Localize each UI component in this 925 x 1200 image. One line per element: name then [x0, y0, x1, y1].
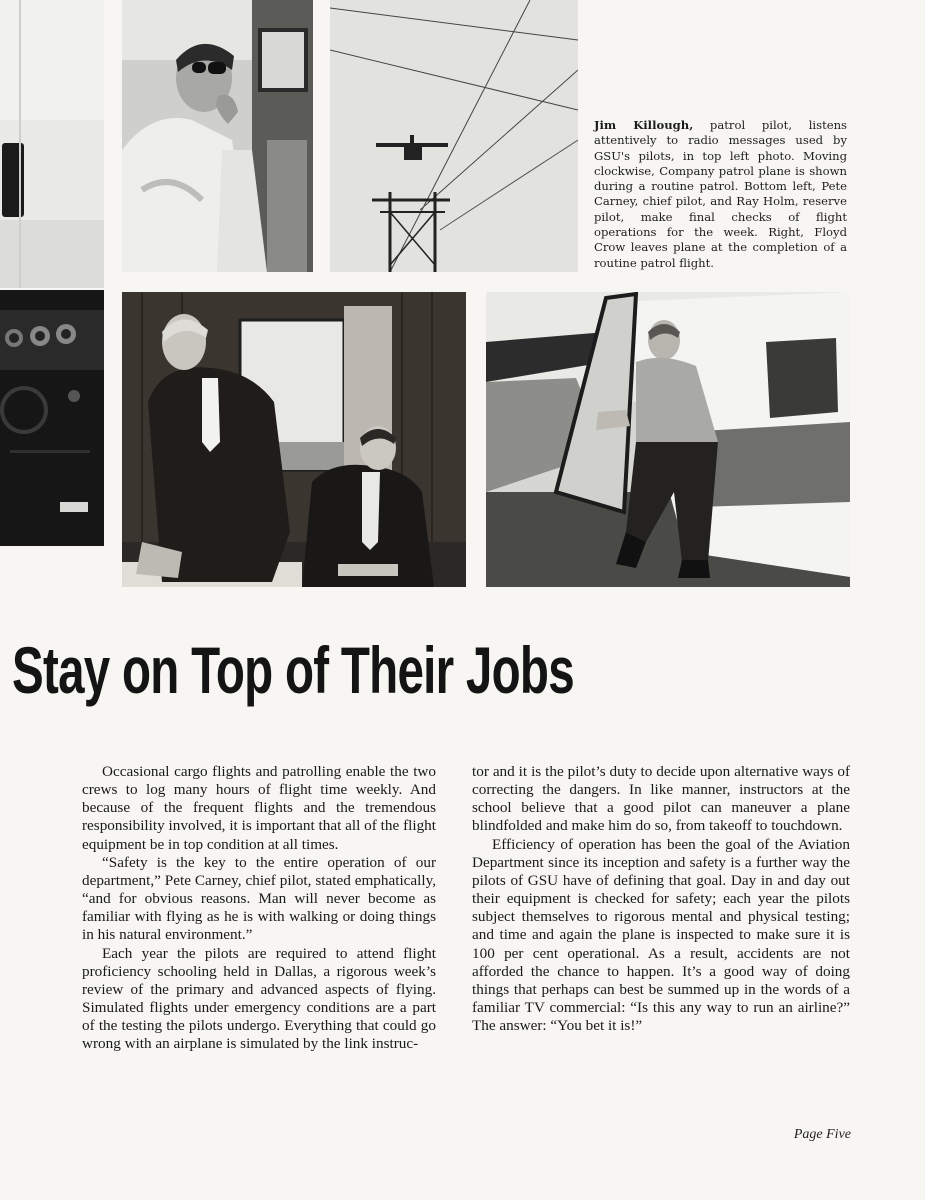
photo-floyd-crow	[486, 292, 850, 587]
photo-edge-strip	[0, 0, 104, 288]
photo-flight-checks	[122, 292, 466, 587]
body-column-right	[472, 763, 850, 1035]
photo-patrol-plane	[330, 0, 578, 272]
caption-lead: Jim Killough,	[594, 118, 694, 132]
body-paragraph: tor and it is the pilot’s duty to decide upon alternative ways of correcting the dangers. In like manner, instructors at the school believe that a good pilot can maneuver a plane blindfolded and make him do so, from takeoff to touchdown.	[472, 763, 850, 835]
article-headline: Stay on Top of Their Jobs	[12, 633, 574, 707]
body-paragraph: Efficiency of operation has been the goal of the Aviation Department since its inception and safety is a further way the pilots of GSU have of defining that goal. Day in and day out their equipment is checked for safety; each year the pilots subject themselves to rigorous mental and physical testing; and time and again the plane is inspected to make sure it is 100 per cent operational. As a result, accidents are not afforded the chance to happen. It’s a good way of doing things that perhaps can best be summed up in the words of a familiar TV commercial: “Is this any way to run an airline?” The answer: “You bet it is!”	[472, 835, 850, 1035]
body-paragraph: Occasional cargo flights and patrolling enable the two crews to log many hours of flight time weekly. And because of the frequent flights and the tremendous responsibility involved, it is important that all of the flight equipment be in top condition at all times.	[82, 763, 436, 853]
body-paragraph: Each year the pilots are required to attend flight proficiency schooling held in Dallas, a rigorous week’s review of the primary and advanced aspects of flying. Simulated flights under emergency conditions are a part of the testing the pilots undergo. Everything that could go wrong with an airplane is simulated by the link instruc-	[82, 944, 436, 1053]
body-column-left	[82, 763, 436, 1054]
photo-pilot-radio	[122, 0, 313, 272]
photo-cockpit-panel	[0, 290, 104, 546]
body-paragraph: “Safety is the key to the entire operation of our department,” Pete Carney, chief pilot, stated emphatically, “and for obvious reasons. Man will never become as familiar with flying as he is with walking or doing things in his natural environment.”	[82, 853, 436, 944]
caption-text: patrol pilot, listens attentively to radio messages used by GSU's pilots, in top left photo. Moving clockwise, Company patrol plane is shown during a routine patrol. Bottom left, Pete Carney, chief pilot, and Ray Holm, reserve pilot, make final checks of flight operations for the week. Right, Floyd Crow leaves plane at the completion of a routine patrol flight.	[594, 118, 848, 270]
photo-caption	[594, 118, 847, 271]
page-folio: Page Five	[793, 1127, 851, 1142]
